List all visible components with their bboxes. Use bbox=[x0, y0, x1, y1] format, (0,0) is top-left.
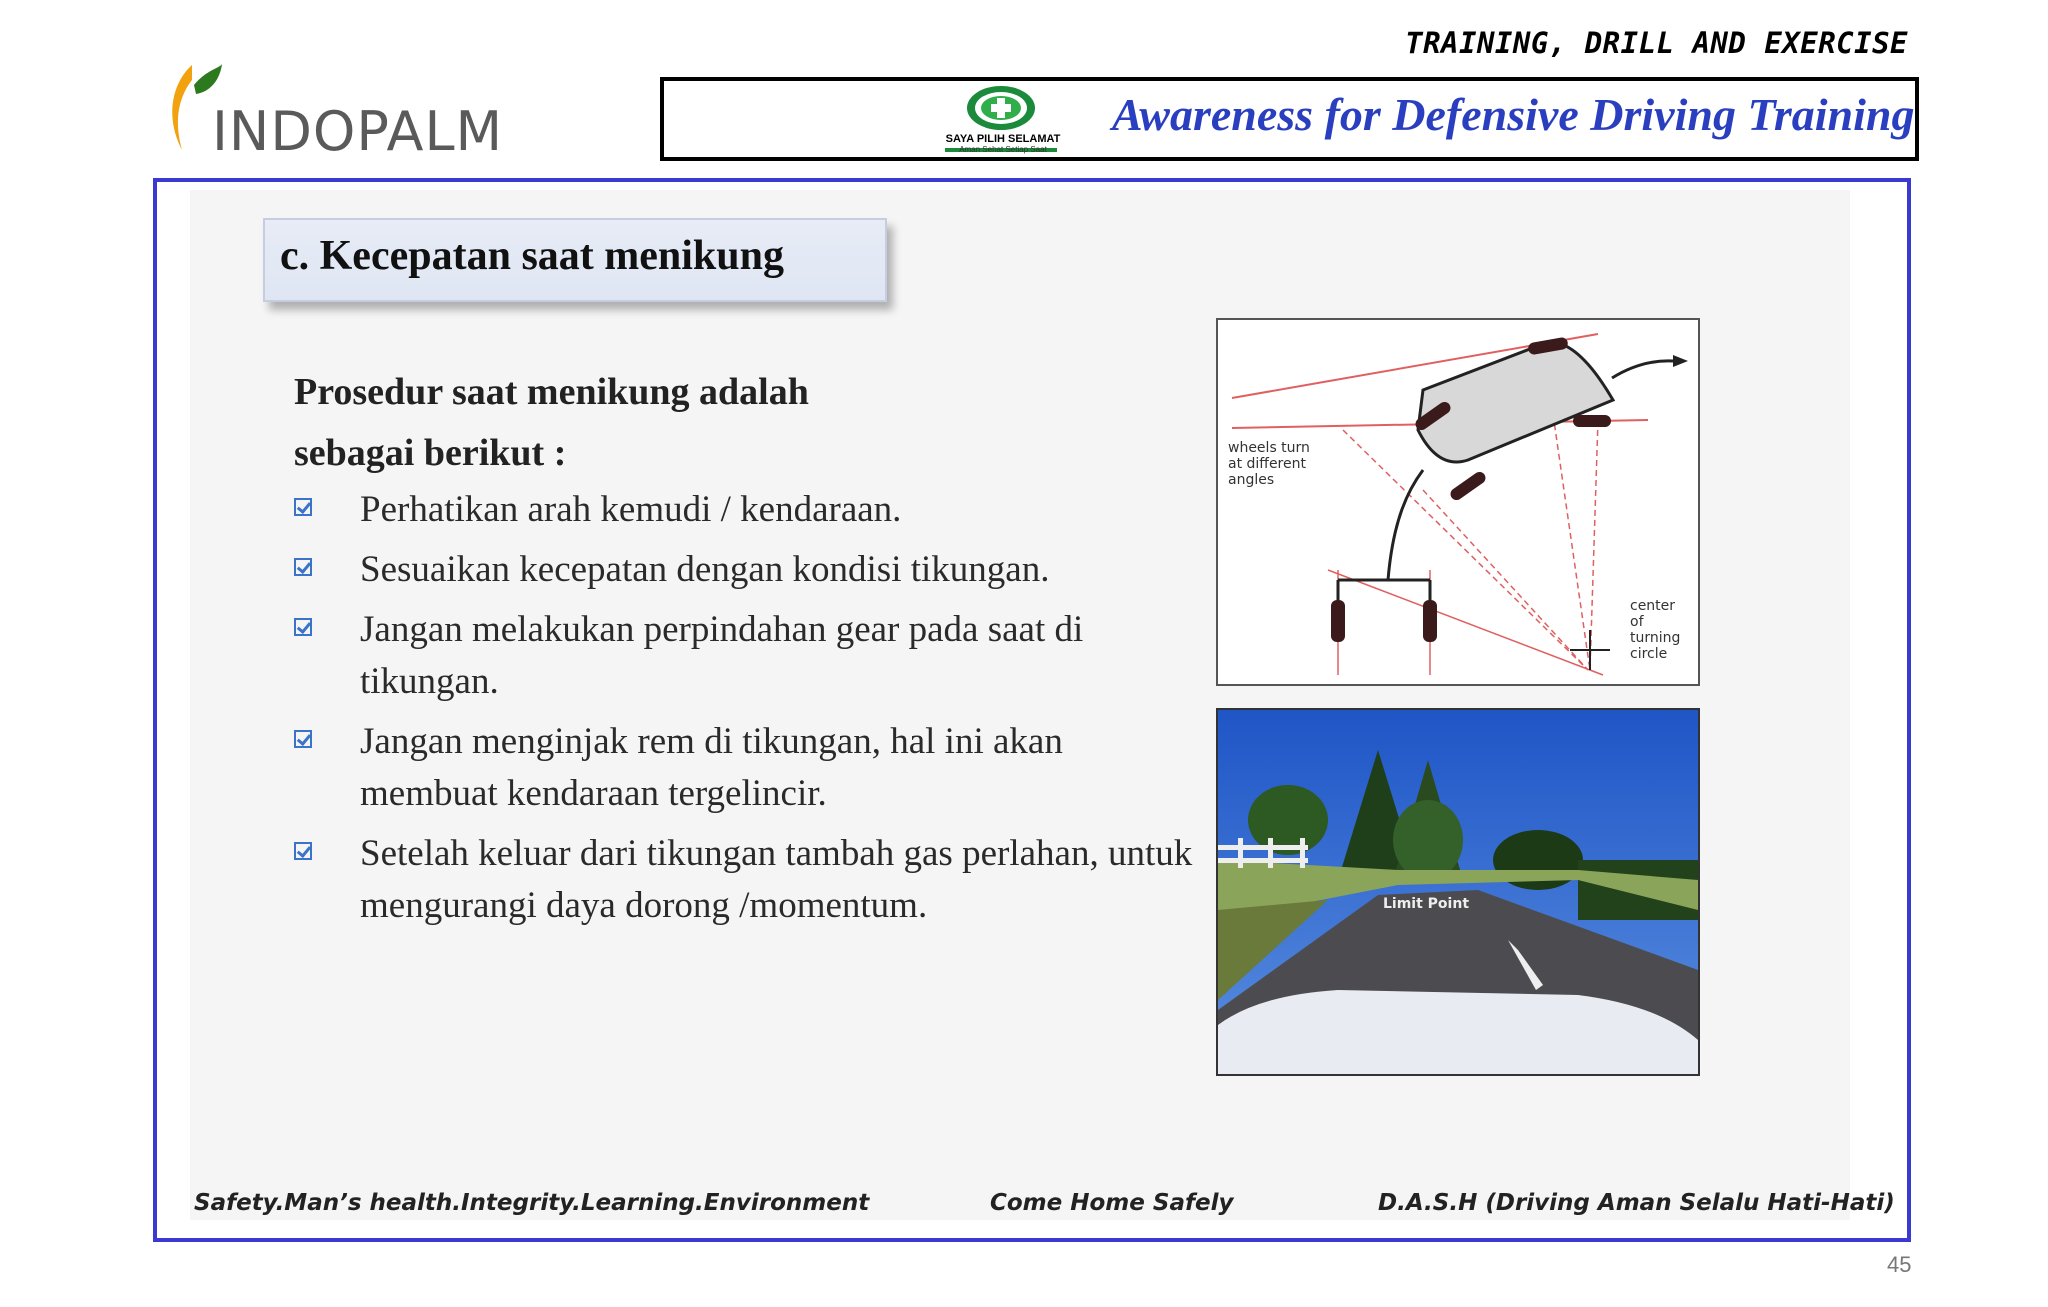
list-item-text: Jangan menginjak rem di tikungan, hal ini akan membuat kendaraan tergelincir. bbox=[360, 721, 1063, 814]
diagram-label: turning bbox=[1630, 630, 1681, 646]
checkbox-icon bbox=[294, 842, 312, 860]
road-curve-photo bbox=[1216, 708, 1700, 1076]
list-item-text: Jangan melakukan perpindahan gear pada saat di tikungan. bbox=[360, 609, 1084, 702]
list-item bbox=[294, 544, 1220, 596]
checkbox-icon bbox=[294, 558, 312, 576]
checkbox-icon bbox=[294, 730, 312, 748]
intro-text bbox=[294, 362, 934, 484]
list-item-text: Perhatikan arah kemudi / kendaraan. bbox=[360, 489, 902, 530]
diagram-label: wheels turn bbox=[1228, 440, 1310, 456]
diagram-label: center bbox=[1630, 598, 1676, 614]
badge-text: SAYA PILIH SELAMAT bbox=[945, 133, 1061, 145]
list-item bbox=[294, 716, 1200, 820]
footer-values: Safety.Man’s health.Integrity.Learning.Environment bbox=[194, 1190, 870, 1216]
diagram-label: circle bbox=[1630, 646, 1668, 662]
checkbox-icon bbox=[294, 618, 312, 636]
diagram-label: of bbox=[1630, 614, 1644, 630]
page-number: 45 bbox=[1887, 1252, 1912, 1277]
footer-dash: D.A.S.H (Driving Aman Selalu Hati-Hati) bbox=[1378, 1190, 1895, 1216]
logo-text: INDOPALM bbox=[212, 100, 504, 163]
list-item bbox=[294, 604, 1200, 708]
section-title: c. Kecepatan saat menikung bbox=[280, 233, 784, 279]
footer-slogan: Come Home Safely bbox=[990, 1190, 1234, 1216]
document-title: Awareness for Defensive Driving Training bbox=[1112, 89, 1915, 140]
photo-label: Limit Point bbox=[1383, 896, 1470, 912]
intro-line-1: Prosedur saat menikung adalah bbox=[294, 371, 809, 413]
diagram-label: at different bbox=[1228, 456, 1306, 472]
list-item-text: Sesuaikan kecepatan dengan kondisi tikungan. bbox=[360, 549, 1050, 590]
header-course-type: TRAINING, DRILL AND EXERCISE bbox=[1405, 26, 1908, 60]
diagram-label: angles bbox=[1228, 472, 1275, 488]
list-item-text: Setelah keluar dari tikungan tambah gas perlahan, untuk mengurangi daya dorong /momentum. bbox=[360, 833, 1193, 926]
turning-diagram bbox=[1216, 318, 1700, 686]
list-item bbox=[294, 828, 1240, 932]
procedure-list bbox=[294, 484, 1194, 940]
badge-subtext: Aman Sehat Setiap Saat bbox=[959, 145, 1047, 154]
intro-line-2: sebagai berikut : bbox=[294, 432, 567, 474]
list-item bbox=[294, 484, 1020, 536]
checkbox-icon bbox=[294, 498, 312, 516]
